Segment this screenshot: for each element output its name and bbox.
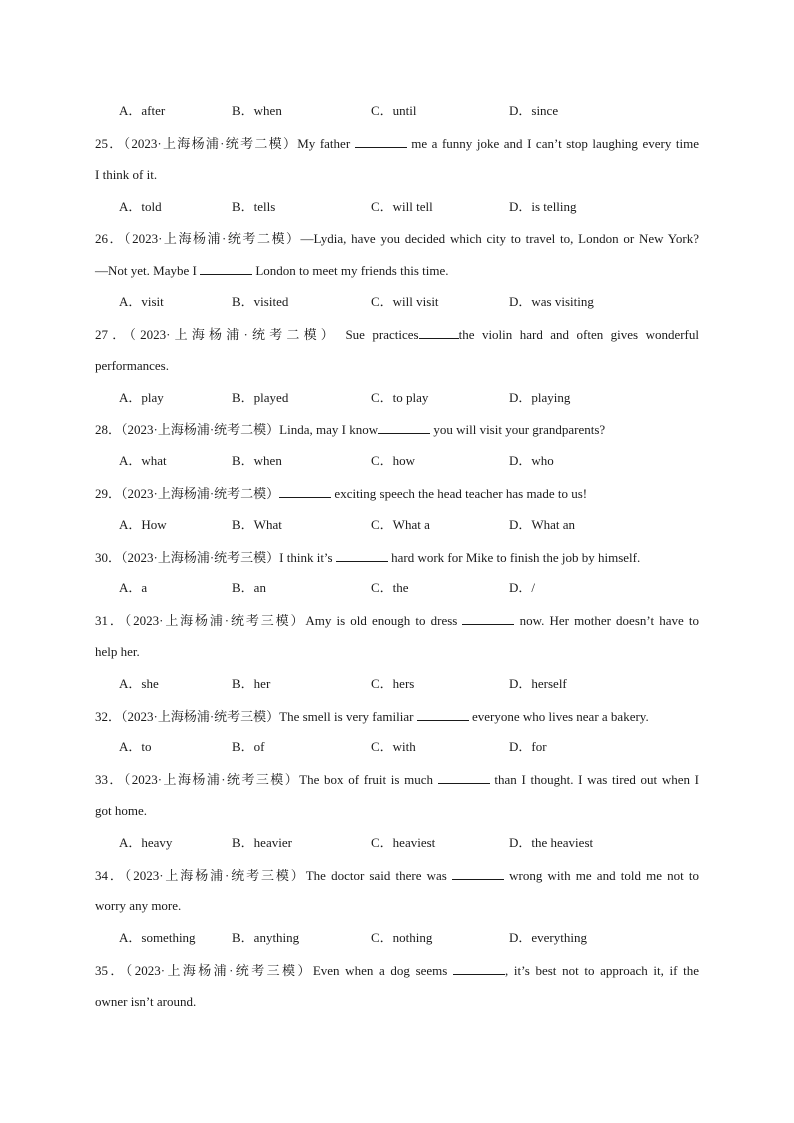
q26-option-a[interactable]: A．visit	[119, 294, 164, 309]
q29-option-a[interactable]: A．How	[119, 517, 167, 532]
q34-stem	[95, 867, 699, 884]
q28-stem-start: 28．（2023·上海杨浦·统考二模）Linda, may I know	[95, 422, 379, 437]
q27-option-c[interactable]: C．to play	[371, 390, 429, 405]
q33-stem-start: 33．（2023·上海杨浦·统考三模）The box of fruit is much	[95, 772, 438, 787]
q32-option-a[interactable]: A．to	[119, 739, 152, 754]
q32-option-d[interactable]: D．for	[509, 739, 547, 754]
q29-stem	[95, 485, 699, 502]
q35-answer-blank[interactable]	[453, 962, 505, 975]
q33-stem	[95, 771, 699, 788]
q25-stem	[95, 135, 699, 152]
q35-stem	[95, 962, 699, 979]
q24-option-b[interactable]: B．when	[232, 103, 282, 118]
q31-option-c[interactable]: C．hers	[371, 676, 415, 691]
q25-option-c[interactable]: C．will tell	[371, 199, 433, 214]
q29-option-c[interactable]: C．What a	[371, 517, 430, 532]
q25-option-a[interactable]: A．told	[119, 199, 162, 214]
q25-stem-end: me a funny joke and I can’t stop laughing every time	[406, 136, 699, 151]
q33-option-c[interactable]: C．heaviest	[371, 835, 436, 850]
q27-stem-line2: performances.	[95, 358, 169, 373]
q33-option-a[interactable]: A．heavy	[119, 835, 173, 850]
q28-option-d[interactable]: D．who	[509, 453, 554, 468]
q26-stem-line2-end: London to meet my friends this time.	[252, 263, 449, 278]
q34-option-c[interactable]: C．nothing	[371, 930, 433, 945]
q34-answer-blank[interactable]	[452, 867, 504, 880]
q34-stem-start: 34．（2023·上海杨浦·统考三模）The doctor said there was	[95, 868, 453, 883]
q30-option-c[interactable]: C．the	[371, 580, 409, 595]
q30-stem-start: 30．（2023·上海杨浦·统考三模）I think it’s	[95, 550, 336, 565]
q31-stem-end: now. Her mother doesn’t have to	[514, 613, 699, 628]
q34-stem-end: wrong with me and told me not to	[504, 868, 699, 883]
q28-option-a[interactable]: A．what	[119, 453, 167, 468]
q33-option-d[interactable]: D．the heaviest	[509, 835, 594, 850]
q32-stem-start: 32．（2023·上海杨浦·统考三模）The smell is very familiar	[95, 709, 417, 724]
q29-stem-start: 29．（2023·上海杨浦·统考二模）	[95, 486, 280, 501]
q25-answer-blank[interactable]	[355, 135, 407, 148]
q26-stem-line2	[95, 262, 699, 279]
q31-stem	[95, 612, 699, 629]
q26-option-d[interactable]: D．was visiting	[509, 294, 594, 309]
q28-stem-end: you will visit your grandparents?	[430, 422, 606, 437]
q29-stem-end: exciting speech the head teacher has made to us!	[331, 486, 588, 501]
q31-stem-start: 31．（2023·上海杨浦·统考三模）Amy is old enough to dress	[95, 613, 463, 628]
q24-option-d[interactable]: D．since	[509, 103, 559, 118]
q34-option-d[interactable]: D．everything	[509, 930, 587, 945]
q26-answer-blank[interactable]	[200, 262, 252, 275]
q31-stem-line2: help her.	[95, 644, 140, 659]
q32-answer-blank[interactable]	[417, 708, 469, 721]
q29-answer-blank[interactable]	[279, 485, 331, 498]
q24-option-a[interactable]: A．after	[119, 103, 166, 118]
q28-option-c[interactable]: C．how	[371, 453, 416, 468]
q33-stem-line2: got home.	[95, 803, 147, 818]
q24-option-c[interactable]: C．until	[371, 103, 417, 118]
q30-answer-blank[interactable]	[336, 549, 388, 562]
q26-option-b[interactable]: B．visited	[232, 294, 289, 309]
q28-option-b[interactable]: B．when	[232, 453, 282, 468]
q30-option-a[interactable]: A．a	[119, 580, 148, 595]
q27-answer-blank[interactable]	[419, 326, 459, 339]
q29-option-b[interactable]: B．What	[232, 517, 282, 532]
q33-answer-blank[interactable]	[438, 771, 490, 784]
q35-stem-start: 35．（2023·上海杨浦·统考三模）Even when a dog seems	[95, 963, 454, 978]
q30-stem-end: hard work for Mike to finish the job by himself.	[387, 550, 641, 565]
q31-option-d[interactable]: D．herself	[509, 676, 567, 691]
q27-stem	[95, 326, 699, 343]
q33-option-b[interactable]: B．heavier	[232, 835, 292, 850]
q34-option-a[interactable]: A．something	[119, 930, 196, 945]
q31-option-b[interactable]: B．her	[232, 676, 271, 691]
q32-option-c[interactable]: C．with	[371, 739, 416, 754]
q28-answer-blank[interactable]	[378, 421, 430, 434]
q31-option-a[interactable]: A．she	[119, 676, 159, 691]
q25-option-b[interactable]: B．tells	[232, 199, 276, 214]
q33-stem-end: than I thought. I was tired out when I	[489, 772, 700, 787]
q32-stem	[95, 708, 699, 725]
q25-stem-line2: I think of it.	[95, 167, 158, 182]
q29-option-d[interactable]: D．What an	[509, 517, 576, 532]
q32-stem-end: everyone who lives near a bakery.	[468, 709, 649, 724]
q25-option-d[interactable]: D．is telling	[509, 199, 577, 214]
q31-answer-blank[interactable]	[462, 612, 514, 625]
q30-option-b[interactable]: B．an	[232, 580, 266, 595]
q32-option-b[interactable]: B．of	[232, 739, 265, 754]
q26-option-c[interactable]: C．will visit	[371, 294, 439, 309]
q34-stem-line2: worry any more.	[95, 898, 182, 913]
q30-option-d[interactable]: D．/	[509, 580, 536, 595]
q26-stem: 26．（2023·上海杨浦·统考二模）—Lydia, have you decided which city to travel to, London or New York?	[95, 231, 699, 246]
q25-stem-start: 25．（2023·上海杨浦·统考二模）My father	[95, 136, 355, 151]
q26-stem-line2-start: —Not yet. Maybe I	[95, 263, 201, 278]
q27-stem-start: 27．（2023·上海杨浦·统考二模） Sue practices	[95, 327, 419, 342]
q27-option-a[interactable]: A．play	[119, 390, 164, 405]
q27-option-b[interactable]: B．played	[232, 390, 289, 405]
q27-option-d[interactable]: D．playing	[509, 390, 571, 405]
q28-stem	[95, 421, 699, 438]
q35-stem-line2: owner isn’t around.	[95, 994, 197, 1009]
q27-stem-end: the violin hard and often gives wonderful	[458, 327, 699, 342]
q35-stem-end: , it’s best not to approach it, if the	[505, 963, 699, 978]
q34-option-b[interactable]: B．anything	[232, 930, 300, 945]
q30-stem	[95, 549, 699, 566]
